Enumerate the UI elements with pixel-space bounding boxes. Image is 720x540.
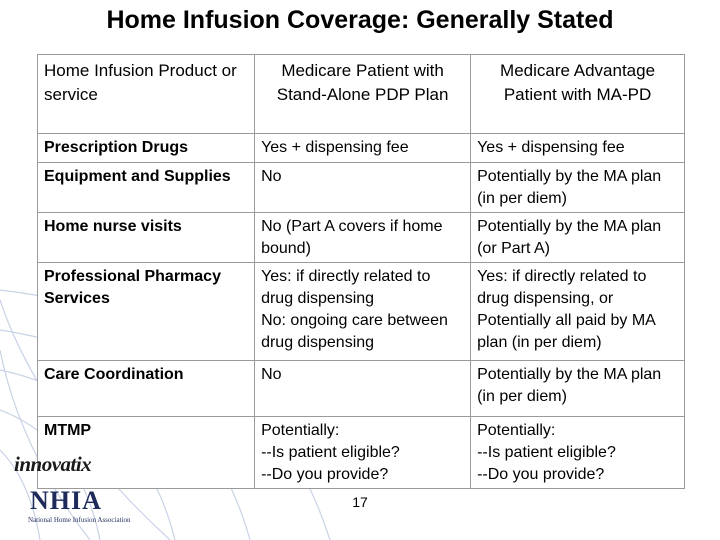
table-cell: Equipment and Supplies	[38, 163, 255, 213]
page-title: Home Infusion Coverage: Generally Stated	[106, 6, 614, 34]
table-header-row	[38, 55, 685, 134]
table-cell: Yes + dispensing fee	[255, 134, 471, 163]
table-row	[38, 134, 685, 163]
table-cell: Potentially: --Is patient eligible? --Do you provide?	[255, 417, 471, 489]
table-cell: Yes: if directly related to drug dispensing, or Potentially all paid by MA plan (in per diem)	[471, 263, 685, 361]
table-cell: Potentially by the MA plan (in per diem)	[471, 163, 685, 213]
table-cell: Potentially by the MA plan (in per diem)	[471, 361, 685, 417]
nhia-logo	[28, 486, 131, 524]
table-cell: Potentially by the MA plan (or Part A)	[471, 213, 685, 263]
table-row	[38, 417, 685, 489]
coverage-table	[37, 54, 685, 489]
table-cell: No	[255, 361, 471, 417]
table-cell: Yes: if directly related to drug dispensing No: ongoing care between drug dispensing	[255, 263, 471, 361]
innovatix-logo: innovatix	[14, 452, 92, 476]
table-row	[38, 163, 685, 213]
header-cell: Medicare Patient with Stand-Alone PDP Plan	[255, 55, 471, 134]
table-cell: Professional Pharmacy Services	[38, 263, 255, 361]
header-cell: Home Infusion Product or service	[38, 55, 255, 134]
table-row	[38, 263, 685, 361]
header-cell: Medicare Advantage Patient with MA-PD	[471, 55, 685, 134]
table-row	[38, 361, 685, 417]
nhia-logo-text: NHIA	[30, 486, 102, 515]
table-cell: No	[255, 163, 471, 213]
table-row	[38, 213, 685, 263]
table-cell: Yes + dispensing fee	[471, 134, 685, 163]
table-cell: Home nurse visits	[38, 213, 255, 263]
table-cell: Potentially: --Is patient eligible? --Do you provide?	[471, 417, 685, 489]
table-cell: Prescription Drugs	[38, 134, 255, 163]
page-number: 17	[352, 494, 368, 510]
nhia-logo-subtitle: National Home Infusion Association	[28, 516, 131, 524]
table-cell: No (Part A covers if home bound)	[255, 213, 471, 263]
table-cell: Care Coordination	[38, 361, 255, 417]
table-cell: MTMP	[38, 417, 255, 489]
